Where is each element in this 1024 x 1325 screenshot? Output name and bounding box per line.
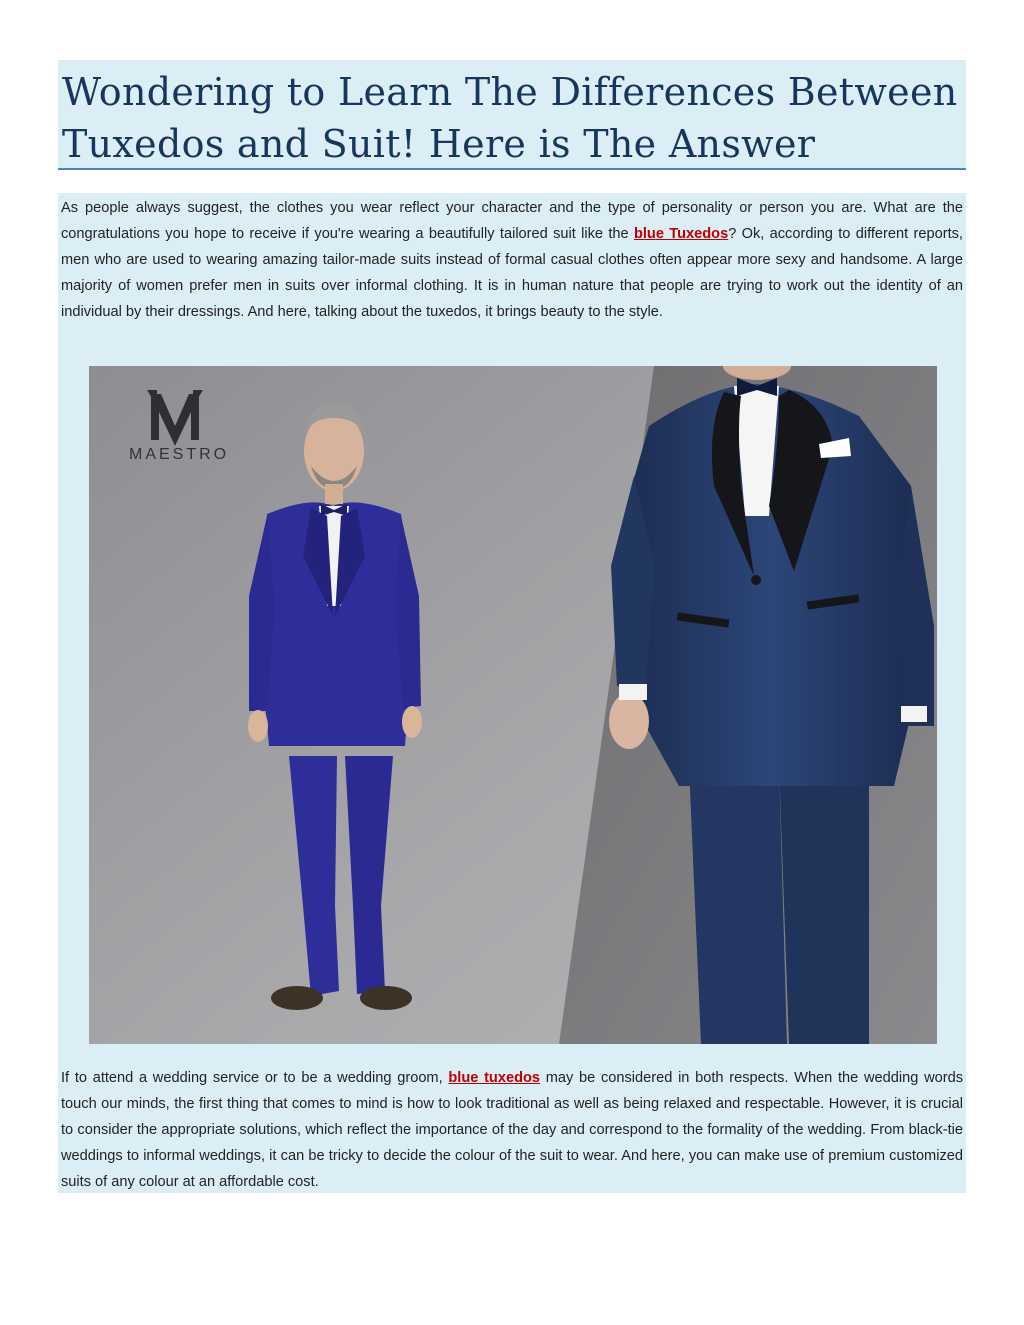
blue-tuxedos-link[interactable]: blue Tuxedos (633, 226, 729, 242)
wedding-paragraph (61, 1065, 963, 1195)
tuxedo-illustration (89, 366, 937, 1044)
blue-tuxedos-link-2[interactable]: blue tuxedos (448, 1070, 541, 1086)
page-title: Wondering to Learn The Differences Between Tuxedos and Suit! Here is The Answer (62, 70, 958, 166)
intro-text-before: As people always suggest, the clothes you wear reflect your character and the type of personality or person you are. What are the congratulations you hope to receive if you're wearing a beautifully tailored suit like the (61, 200, 963, 242)
tuxedo-photo (89, 366, 937, 1044)
title-block (58, 60, 966, 170)
intro-text-after: ? Ok, according to different reports, men who are used to wearing amazing tailor-made suits instead of formal casual clothes often appear more sexy and handsome. A large majority of women prefer men in suits over informal clothing. It is in human nature that people are trying to work out the identity of an individual by their dressings. And here, talking about the tuxedos, it brings beauty to the style. (61, 226, 963, 320)
wedding-text-before: If to attend a wedding service or to be a wedding groom, (61, 1070, 449, 1086)
maestro-brand-text: MAESTRO (129, 446, 230, 463)
wedding-text-after: may be considered in both respects. When the wedding words touch our minds, the first thing that comes to mind is how to look traditional as well as being relaxed and respectable. However, it is crucial to consider the appropriate solutions, which reflect the importance of the day and correspond to the formality of the wedding. From black-tie weddings to informal weddings, it can be tricky to decide the colour of the suit to wear. And here, you can make use of premium customized suits of any colour at an affordable cost. (61, 1070, 963, 1190)
intro-paragraph (61, 195, 963, 325)
